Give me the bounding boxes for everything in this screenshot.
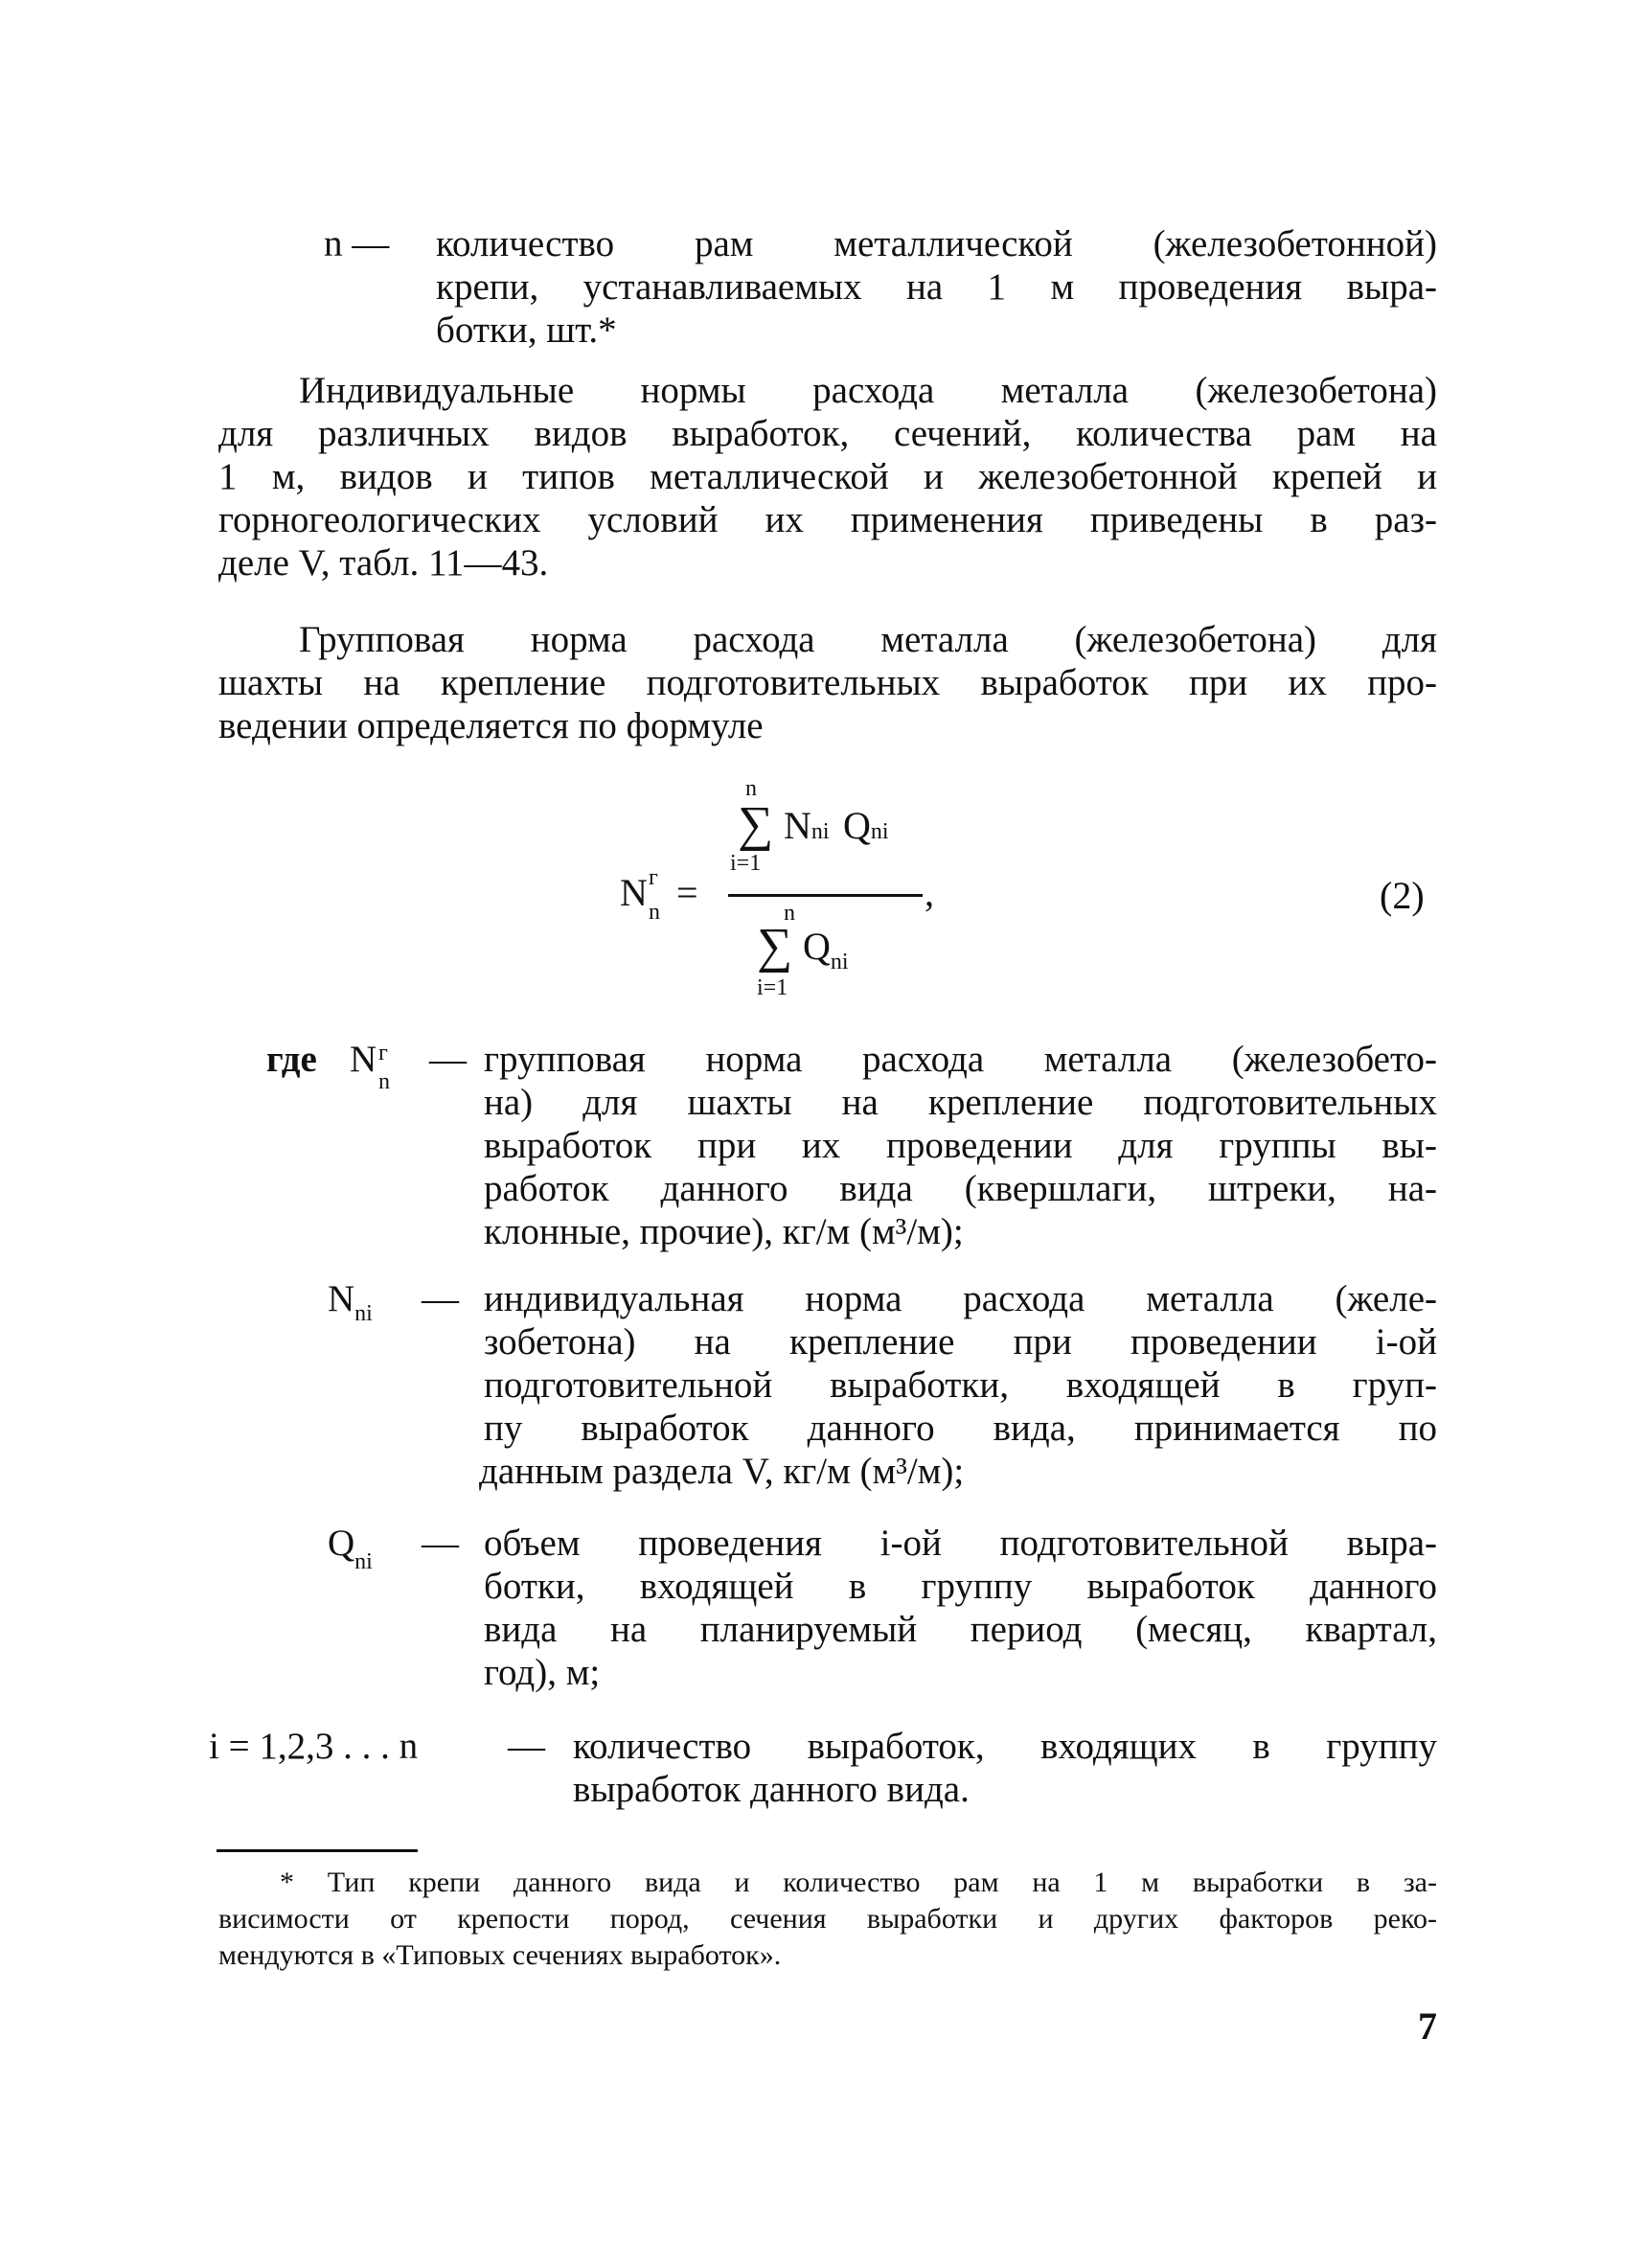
where-label: где [266,1039,317,1080]
where-dash: — [422,1523,459,1564]
den-term-Q: $Q_{ni}$ [803,925,849,974]
where-line: ботки, входящей в группу выработок данного [484,1566,1437,1607]
where-line: индивидуальная норма расхода металла (желе- [484,1278,1437,1319]
num-term-Q: Qni [843,804,889,847]
where-line: выработок при их проведении для группы вы- [484,1125,1437,1166]
where-line: пу выработок данного вида, принимается по [484,1408,1437,1449]
page-number: 7 [1418,2005,1437,2048]
fraction-bar [728,894,923,897]
def-n-line: ботки, шт.* [436,309,617,351]
where-line: подготовительной выработки, входящей в груп- [484,1364,1437,1406]
para1-line: деле V, табл. 11—43. [218,542,549,584]
num-term-N: Nni [784,804,830,847]
para1-line: 1 м, видов и типов металлической и железобетонной крепей и [218,456,1437,497]
equation-number: (2) [1380,874,1425,917]
where-line: зобетона) на крепление при проведении i-ой [484,1321,1437,1363]
where-symbol: $N_{ni}$ [328,1278,373,1326]
where-symbol: i = 1,2,3 . . . n [209,1726,419,1767]
where-line: клонные, прочие), кг/м (м³/м); [484,1211,964,1252]
where-line: вида на планируемый период (месяц, квартал, [484,1609,1437,1650]
where-line: объем проведения i-ой подготовительной выра- [484,1523,1437,1564]
where-line: работок данного вида (квершлаги, штреки, на- [484,1168,1437,1209]
where-dash: — [422,1278,459,1319]
where-line: групповая норма расхода металла (железобето- [484,1039,1437,1080]
footnote-line: висимости от крепости пород, сечения выработки и других факторов реко- [218,1903,1437,1935]
where-dash: — [429,1039,467,1080]
para1-line: Индивидуальные нормы расхода металла (железобетона) [299,370,1437,411]
where-line: на) для шахты на крепление подготовительных [484,1082,1437,1123]
footnote-line: мендуются в «Типовых сечениях выработок». [218,1939,782,1971]
formula-comma: , [925,871,934,914]
where-line: данным раздела V, кг/м (м³/м); [479,1451,965,1492]
den-lower-limit: i=1 [757,975,788,1000]
den-upper-limit: n [784,901,795,926]
para1-line: горногеологических условий их применения приведены в раз- [218,499,1437,540]
where-line: год), м; [484,1652,601,1693]
para2-line: шахты на крепление подготовительных выработок при их про- [218,662,1437,703]
def-n-line: крепи, устанавливаемых на 1 м проведения выра- [436,266,1437,308]
para1-line: для различных видов выработок, сечений, количества рам на [218,413,1437,454]
num-sigma: ∑ [738,797,774,852]
where-dash: — [508,1726,545,1767]
footnote-rule [217,1849,418,1852]
where-symbol: N г n [350,1039,390,1094]
para2-line: ведении определяется по формуле [218,705,764,746]
where-symbol: $Q_{ni}$ [328,1523,373,1574]
def-n-symbol: n — [324,223,390,264]
footnote-line: * Тип крепи данного вида и количество рам на 1 м выработки в за- [280,1867,1437,1898]
where-line: выработок данного вида. [573,1769,970,1810]
where-line: количество выработок, входящих в группу [573,1726,1437,1767]
den-sigma: ∑ [757,919,793,974]
formula-equals: = [676,871,698,914]
para2-line: Групповая норма расхода металла (железобетона) для [299,619,1437,660]
num-upper-limit: n [745,776,757,801]
num-lower-limit: i=1 [730,851,762,876]
formula-lhs: N г n [620,865,660,925]
def-n-line: количество рам металлической (железобетонной) [436,223,1437,264]
